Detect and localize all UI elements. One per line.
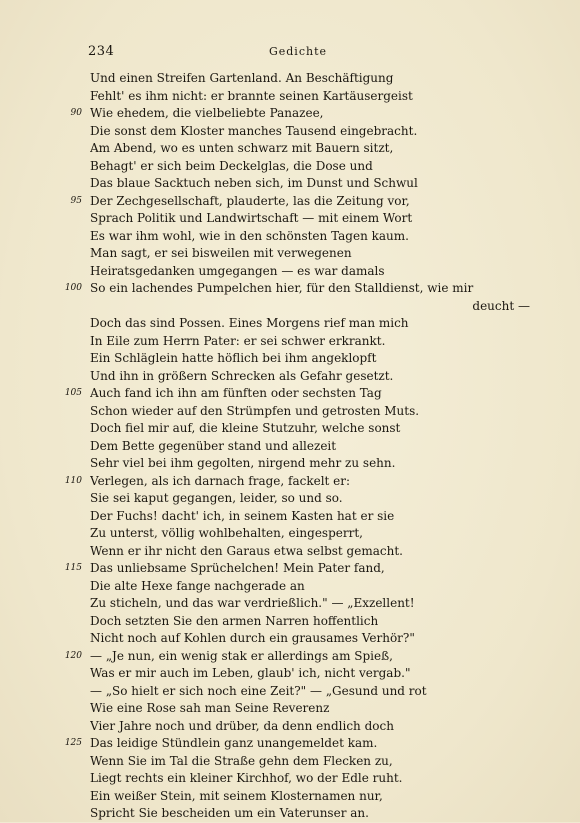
text-line	[60, 70, 540, 88]
text-line	[60, 473, 540, 491]
line-text: Was er mir auch im Leben, glaub' ich, nicht vergab."	[90, 666, 411, 680]
line-text: Wenn Sie im Tal die Straße gehn dem Flecken zu,	[90, 753, 393, 768]
text-line	[60, 490, 540, 508]
text-line	[60, 210, 540, 228]
text-line	[60, 123, 540, 141]
line-number: 100	[64, 283, 82, 293]
line-text: Doch fiel mir auf, die kleine Stutzuhr, welche sonst	[90, 421, 401, 435]
text-line	[60, 700, 540, 718]
text-line	[60, 333, 540, 351]
line-text: Ein weißer Stein, mit seinem Klosternamen nur,	[90, 788, 383, 803]
line-text: Das blaue Sacktuch neben sich, im Dunst und Schwul	[90, 176, 418, 190]
line-number: 115	[64, 563, 82, 573]
line-text: Am Abend, wo es unten schwarz mit Bauern sitzt,	[90, 141, 394, 155]
text-line	[60, 175, 540, 193]
text-line	[60, 718, 540, 736]
text-line	[60, 613, 540, 631]
text-line	[60, 228, 540, 246]
line-text: Ein Schläglein hatte höflich bei ihm angeklopft	[90, 351, 377, 365]
line-text: Spricht Sie bescheiden um ein Vaterunser an.	[90, 806, 369, 820]
line-text: Die alte Hexe fange nachgerade an	[90, 578, 305, 593]
text-line	[60, 193, 540, 211]
text-line	[60, 560, 540, 578]
line-text: Die sonst dem Kloster manches Tausend eingebracht.	[90, 123, 418, 138]
text-line	[60, 88, 540, 106]
line-text: Man sagt, er sei bisweilen mit verwegenen	[90, 246, 352, 260]
text-line	[60, 298, 540, 316]
text-line	[60, 788, 540, 806]
line-number: 120	[64, 650, 82, 661]
text-line	[60, 263, 540, 281]
line-text: Wie eine Rose sah man Seine Reverenz	[90, 701, 330, 715]
page-header	[88, 44, 508, 62]
line-text: Schon wieder auf den Strümpfen und getrosten Muts.	[90, 403, 420, 418]
text-line	[60, 158, 540, 176]
page-number: 234	[88, 44, 115, 59]
line-number: 90	[70, 108, 82, 118]
line-text: Vier Jahre noch und drüber, da denn endlich doch	[90, 718, 394, 733]
line-number: 125	[64, 738, 82, 748]
text-line	[60, 140, 540, 158]
text-line	[60, 438, 540, 456]
line-number: 95	[70, 195, 82, 206]
line-text: Wie ehedem, die vielbeliebte Panazee,	[90, 106, 324, 120]
line-text: Das unliebsame Sprüchelchen! Mein Pater fand,	[90, 561, 385, 575]
line-text: Sprach Politik und Landwirtschaft — mit einem Wort	[90, 211, 413, 225]
text-line	[60, 595, 540, 613]
text-line	[60, 385, 540, 403]
text-line	[60, 735, 540, 753]
text-line	[60, 753, 540, 771]
running-title: Gedichte	[268, 45, 328, 58]
text-line	[60, 683, 540, 701]
line-text: Sie sei kaput gegangen, leider, so und so.	[90, 491, 343, 505]
text-line	[60, 578, 540, 596]
text-line	[60, 280, 540, 298]
text-line	[60, 543, 540, 561]
line-text: Zu unterst, völlig wohlbehalten, eingesperrt,	[90, 526, 363, 540]
line-text: Fehlt' es ihm nicht: er brannte seinen Kartäusergeist	[90, 88, 413, 103]
line-text: Der Fuchs! dacht' ich, in seinem Kasten hat er sie	[90, 508, 395, 523]
line-text: Und ihn in größern Schrecken als Gefahr gesetzt.	[90, 368, 394, 383]
line-text: Doch das sind Possen. Eines Morgens rief man mich	[90, 316, 409, 330]
line-text: Dem Bette gegenüber stand und allezeit	[90, 438, 337, 453]
text-line	[60, 525, 540, 543]
text-line	[60, 420, 540, 438]
line-text: Doch setzten Sie den armen Narren hoffentlich	[90, 613, 379, 628]
text-line	[60, 403, 540, 421]
text-line	[60, 770, 540, 788]
line-text: Sehr viel bei ihm gegolten, nirgend mehr zu sehn.	[90, 456, 396, 470]
line-text: Nicht noch auf Kohlen durch ein grausames Verhör?"	[90, 631, 415, 645]
line-text: Verlegen, als ich darnach frage, fackelt er:	[90, 473, 351, 488]
text-line	[60, 630, 540, 648]
line-number: 105	[64, 388, 82, 398]
text-line	[60, 368, 540, 386]
text-line	[60, 665, 540, 683]
text-line	[60, 455, 540, 473]
line-text: Liegt rechts ein kleiner Kirchhof, wo der Edle ruht.	[90, 771, 403, 785]
text-line	[60, 315, 540, 333]
line-text: Wenn er ihr nicht den Garaus etwa selbst gemacht.	[90, 543, 403, 558]
text-line	[60, 105, 540, 123]
line-text: Heiratsgedanken umgegangen — es war damals	[90, 263, 385, 278]
line-text: — „Je nun, ein wenig stak er allerdings am Spieß,	[90, 648, 393, 663]
line-text: Zu sticheln, und das war verdrießlich." — „Exzellent!	[90, 596, 415, 610]
line-text: Behagt' er sich beim Deckelglas, die Dose und	[90, 158, 373, 173]
text-line	[60, 508, 540, 526]
line-text: Und einen Streifen Gartenland. An Beschäftigung	[90, 71, 394, 85]
text-line	[60, 245, 540, 263]
line-text: Das leidige Stündlein ganz unangemeldet kam.	[90, 736, 378, 750]
text-line	[60, 648, 540, 666]
line-number: 110	[64, 475, 82, 486]
line-text: So ein lachendes Pumpelchen hier, für den Stalldienst, wie mir	[90, 281, 474, 295]
line-text: — „So hielt er sich noch eine Zeit?" — „Gesund und rot	[90, 683, 427, 698]
line-text: Der Zechgesellschaft, plauderte, las die Zeitung vor,	[90, 193, 410, 208]
line-text: Es war ihm wohl, wie in den schönsten Tagen kaum.	[90, 228, 409, 243]
line-text: In Eile zum Herrn Pater: er sei schwer erkrankt.	[90, 333, 386, 348]
line-text: deucht —	[472, 298, 530, 313]
line-text: Auch fand ich ihn am fünften oder sechsten Tag	[90, 386, 382, 400]
text-line	[60, 350, 540, 368]
poem-text	[60, 70, 540, 823]
text-line	[60, 805, 540, 823]
